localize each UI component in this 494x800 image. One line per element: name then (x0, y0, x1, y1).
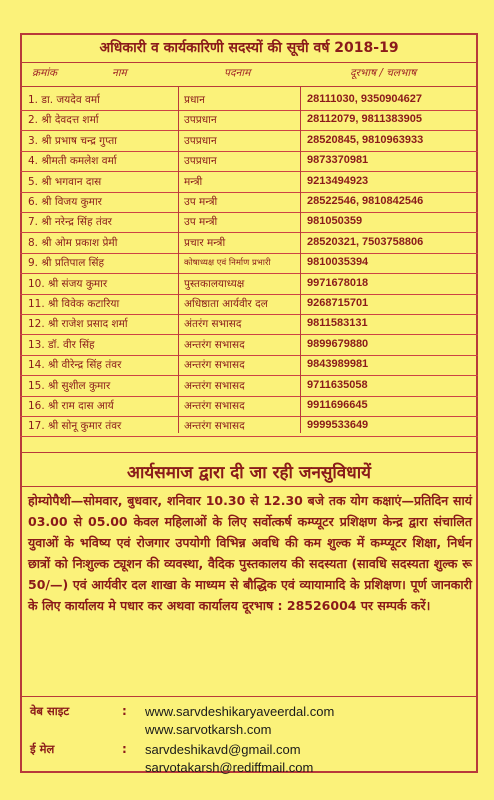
services-title-divider (20, 486, 478, 487)
member-post: अन्तरंग सभासद (184, 379, 245, 392)
table-row (20, 313, 478, 335)
member-phone: 981050359 (307, 215, 363, 228)
table-row (20, 150, 478, 172)
member-post: उपप्रधान (184, 114, 217, 127)
member-name: 16. श्री राम दास आर्य (28, 400, 114, 412)
member-post: कोषाध्यक्ष एवं निर्माण प्रभारी (184, 258, 271, 269)
member-post: प्रचार मन्त्री (184, 236, 226, 249)
member-post: उप मन्त्री (184, 216, 218, 229)
row-divider (20, 436, 478, 437)
member-phone: 9268715701 (307, 297, 369, 309)
table-row (20, 334, 478, 356)
member-phone: 9811583131 (307, 317, 368, 330)
member-phone: 9873370981 (307, 154, 369, 167)
member-phone: 9971678018 (307, 276, 369, 289)
member-name: 9. श्री प्रतिपाल सिंह (28, 257, 105, 270)
title-divider (20, 62, 478, 63)
page-title: अधिकारी व कार्यकारिणी सदस्यों की सूची वर्ष 2018-19 (99, 40, 399, 56)
section-divider (20, 452, 478, 453)
member-phone: 28520321, 7503758806 (307, 235, 424, 248)
table-row (20, 109, 478, 131)
member-phone: 9213494923 (307, 174, 369, 187)
member-name: 15. श्री सुशील कुमार (28, 379, 111, 392)
table-row (20, 191, 478, 213)
member-phone: 9711635058 (307, 378, 368, 391)
member-post: अन्तरंग सभासद (184, 359, 245, 372)
member-phone: 9911696645 (307, 399, 368, 411)
member-post: अन्तरंग सभासद (184, 400, 245, 412)
email-colon: : (122, 742, 127, 756)
member-name: 1. डा. जयदेव वर्मा (28, 94, 100, 106)
member-post: अधिष्ठाता आर्यवीर दल (184, 298, 268, 310)
member-name: 8. श्री ओम प्रकाश प्रेमी (28, 236, 118, 249)
table-row (20, 89, 478, 111)
member-post: उपप्रधान (184, 134, 217, 147)
member-name: 17. श्री सोनू कुमार तंवर (28, 420, 122, 433)
header-post: पदनाम (224, 67, 251, 79)
table-row (20, 293, 478, 315)
member-post: प्रधान (184, 94, 205, 106)
column-divider-name (178, 86, 179, 433)
member-phone: 9899679880 (307, 337, 369, 350)
member-phone: 28112079, 9811383905 (307, 113, 423, 126)
member-phone: 9999533649 (307, 419, 369, 432)
member-name: 2. श्री देवदत्त शर्मा (28, 114, 99, 127)
website-link-2[interactable]: www.sarvotkarsh.com (145, 722, 272, 737)
member-name: 7. श्री नरेन्द्र सिंह तंवर (28, 216, 112, 229)
member-post: उप मन्त्री (184, 196, 218, 208)
services-title: आर्यसमाज द्वारा दी जा रही जनसुविधायें (127, 463, 371, 483)
table-row (20, 375, 478, 397)
contact-divider (20, 696, 478, 697)
member-post: अंतरंग सभासद (184, 318, 242, 331)
member-post: उपप्रधान (184, 155, 217, 168)
column-divider-post (300, 86, 301, 433)
member-name: 11. श्री विवेक कटारिया (28, 298, 120, 310)
member-post: पुस्तकालयाध्यक्ष (184, 277, 245, 290)
member-name: 4. श्रीमती कमलेश वर्मा (28, 155, 117, 168)
member-name: 5. श्री भगवान दास (28, 175, 102, 188)
member-phone: 9843989981 (307, 358, 369, 371)
member-name: 10. श्री संजय कुमार (28, 277, 108, 290)
header-name: नाम (112, 67, 127, 79)
services-text: होम्योपैथी—सोमवार, बुधवार, शनिवार 10.30 से 12.30 बजे तक योग कक्षाएं—प्रतिदिन सायं 03.00 से 05.00 केवल महिलाओं के लिए सर्वोत्कर्ष कम्प्यूटर प्रशिक्षण केन्द्र द्वारा संचालित युवाओं के भविष्य एवं रोजगार उपयोगी विभिन्न अवधि की कम शुल्क में कम्प्यूटर शिक्षा, निर्धन छात्रों को निःशुल्क ट्यूशन की व्यवस्था, वैदिक पुस्तकालय की सदस्यता (सावधि सदस्यता शुल्क रू 50/—) एवं आर्यवीर दल शाखा के माध्यम से बौद्धिक एवं व्यायामादि के प्रशिक्षण। पूर्ण जानकारी के लिए कार्यालय मे पधार कर अथवा कार्यालय दूरभाष : 28526004 पर सम्पर्क करें। (28, 493, 472, 613)
website-link-1[interactable]: www.sarvdeshikaryaveerdal.com (145, 704, 335, 719)
header-phone: दूरभाष / चलभाष (350, 67, 417, 79)
member-name: 14. श्री वीरेन्द्र सिंह तंवर (28, 359, 122, 372)
email-link-2[interactable]: sarvotakarsh@rediffmail.com (145, 760, 314, 775)
website-colon: : (122, 704, 127, 718)
table-row (20, 415, 478, 437)
member-phone: 28111030, 9350904627 (307, 93, 423, 105)
table-row (20, 211, 478, 233)
email-link-1[interactable]: sarvdeshikavd@gmail.com (145, 742, 301, 757)
table-row (20, 354, 478, 376)
table-row (20, 171, 478, 193)
header-serial: क्रमांक (32, 67, 58, 79)
member-phone: 28522546, 9810842546 (307, 195, 424, 207)
website-label: वेब साइट (30, 704, 70, 718)
member-post: अन्तरंग सभासद (184, 338, 245, 351)
table-row (20, 232, 478, 254)
member-post: मन्त्री (184, 175, 203, 188)
header-divider (20, 86, 478, 87)
member-phone: 9810035394 (307, 256, 369, 269)
table-row (20, 273, 478, 295)
table-row (20, 130, 478, 152)
member-name: 3. श्री प्रभाष चन्द्र गुप्ता (28, 134, 118, 147)
member-phone: 28520845, 9810963933 (307, 133, 424, 146)
member-name: 13. डॉ. वीर सिंह (28, 338, 95, 351)
member-post: अन्तरंग सभासद (184, 420, 245, 433)
email-label: ई मेल (30, 742, 55, 756)
table-row (20, 252, 478, 274)
member-name: 6. श्री विजय कुमार (28, 196, 102, 208)
member-name: 12. श्री राजेश प्रसाद शर्मा (28, 318, 128, 331)
table-row (20, 395, 478, 417)
